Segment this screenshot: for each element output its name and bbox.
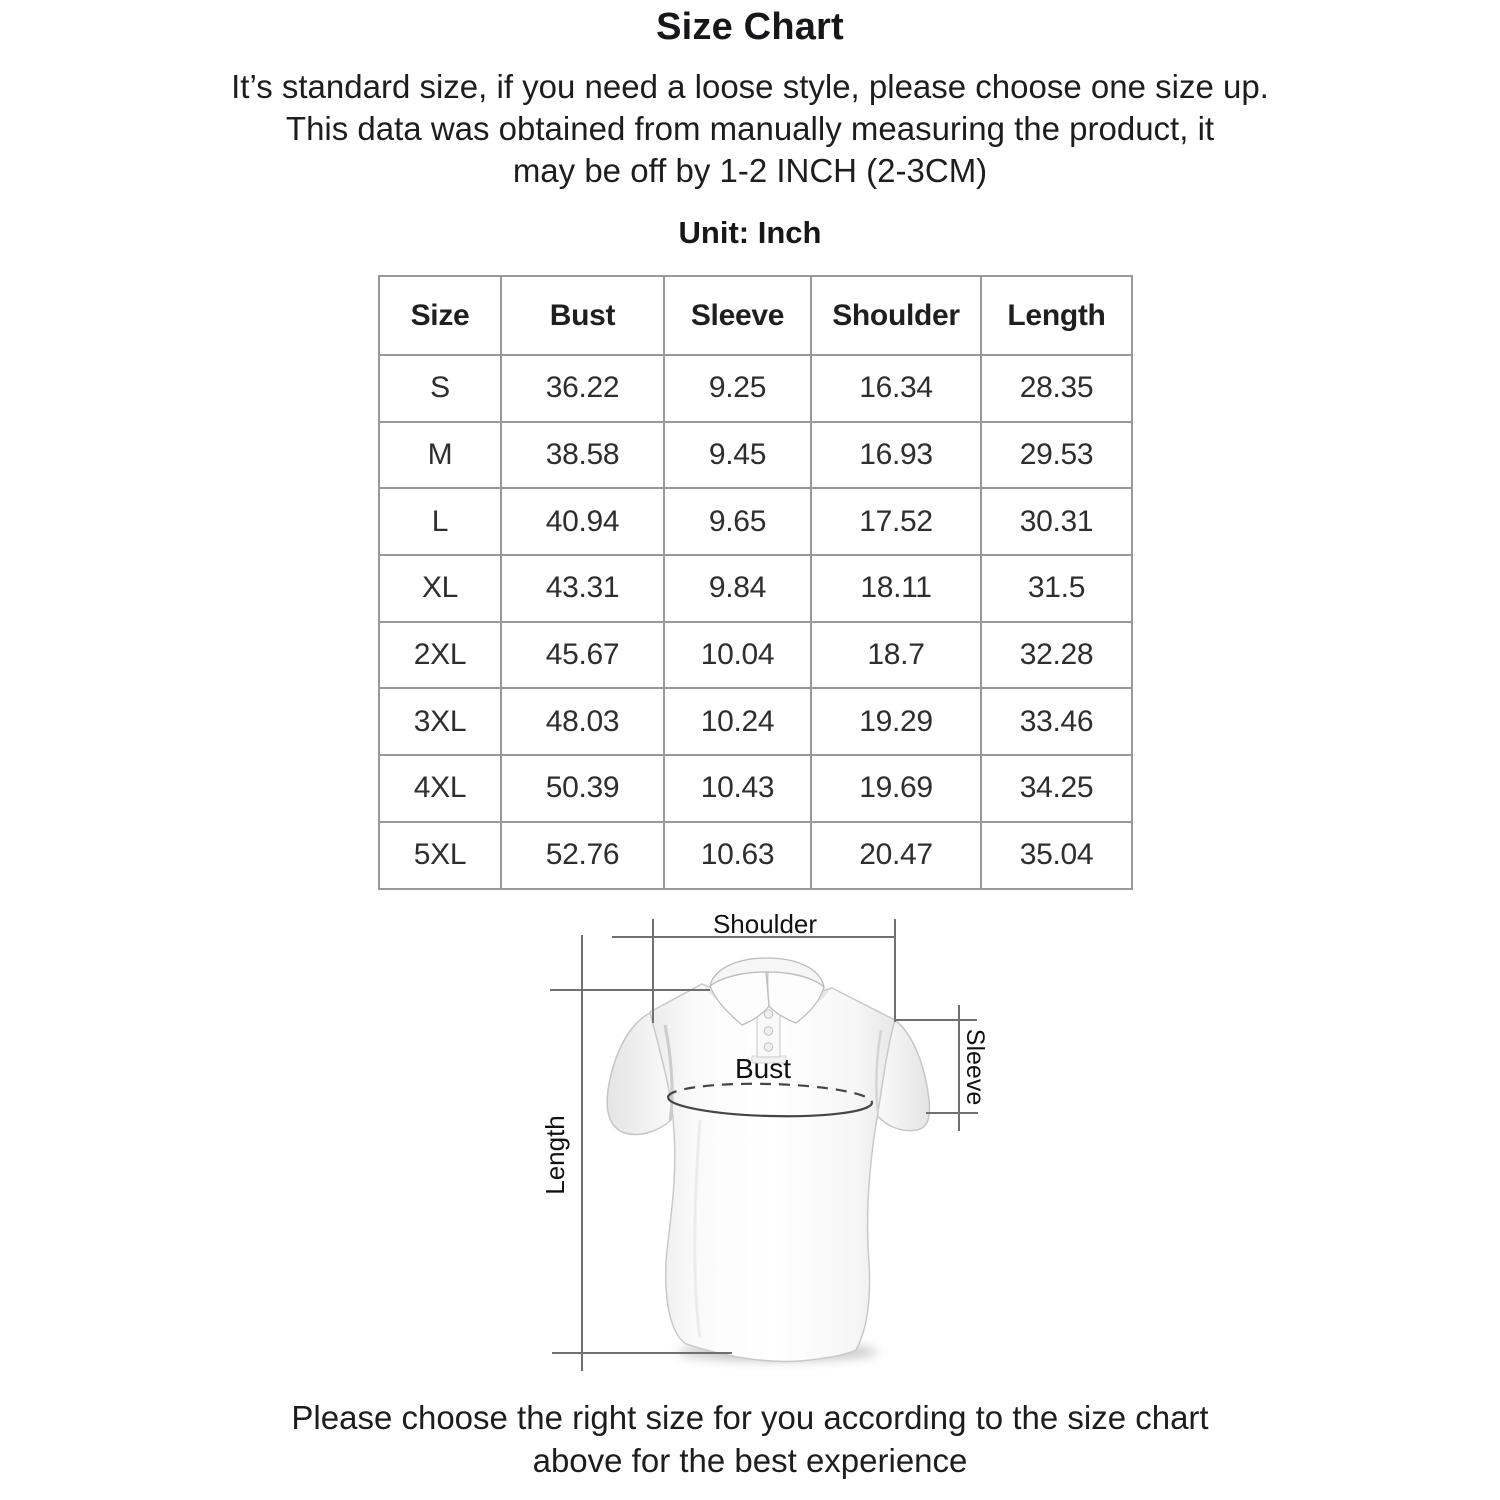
- table-row: [379, 822, 1132, 889]
- table-cell: 17.52: [811, 488, 981, 555]
- shoulder-label: Shoulder: [712, 909, 818, 939]
- table-cell: 31.5: [981, 555, 1132, 622]
- table-cell: 9.65: [664, 488, 811, 555]
- table-cell: 4XL: [379, 755, 501, 822]
- table-cell: 10.63: [664, 822, 811, 889]
- table-cell: 16.34: [811, 355, 981, 422]
- unit-label: Unit: Inch: [678, 215, 822, 250]
- table-cell: 52.76: [501, 822, 664, 889]
- shirt-diagram-svg: [500, 890, 1020, 1390]
- shirt-measurement-diagram: [500, 890, 1020, 1390]
- table-cell: S: [379, 355, 501, 422]
- size-table-body: [379, 355, 1132, 889]
- table-cell: 29.53: [981, 422, 1132, 489]
- size-note-line: This data was obtained from manually measuring the product, it: [285, 110, 1215, 147]
- table-cell: 19.69: [811, 755, 981, 822]
- table-cell: 28.35: [981, 355, 1132, 422]
- table-cell: 19.29: [811, 688, 981, 755]
- table-cell: 18.11: [811, 555, 981, 622]
- table-row: [379, 488, 1132, 555]
- table-cell: 50.39: [501, 755, 664, 822]
- footer-note: [0, 1396, 1500, 1482]
- table-cell: 33.46: [981, 688, 1132, 755]
- footer-note-line: above for the best experience: [532, 1442, 968, 1479]
- table-cell: 30.31: [981, 488, 1132, 555]
- footer-note-line: Please choose the right size for you according to the size chart: [291, 1399, 1209, 1436]
- table-cell: 43.31: [501, 555, 664, 622]
- size-table: [378, 275, 1133, 890]
- table-row: [379, 355, 1132, 422]
- size-note: [0, 66, 1500, 192]
- table-cell: L: [379, 488, 501, 555]
- table-cell: 20.47: [811, 822, 981, 889]
- table-row: [379, 422, 1132, 489]
- table-cell: 5XL: [379, 822, 501, 889]
- shirt-button: [764, 1010, 772, 1018]
- sleeve-label: Sleeve: [961, 1028, 989, 1106]
- table-cell: XL: [379, 555, 501, 622]
- shirt-button: [764, 1043, 772, 1051]
- column-header-length: Length: [981, 276, 1132, 355]
- table-cell: 40.94: [501, 488, 664, 555]
- table-cell: 9.84: [664, 555, 811, 622]
- size-note-line: may be off by 1-2 INCH (2-3CM): [512, 152, 988, 189]
- table-row: [379, 555, 1132, 622]
- table-cell: 35.04: [981, 822, 1132, 889]
- length-label: Length: [540, 1115, 570, 1195]
- column-header-shoulder: Shoulder: [811, 276, 981, 355]
- table-cell: 18.7: [811, 622, 981, 689]
- table-row: [379, 688, 1132, 755]
- size-note-line: It’s standard size, if you need a loose style, please choose one size up.: [231, 68, 1269, 105]
- page-title: Size Chart: [656, 6, 844, 48]
- table-header-row: [379, 276, 1132, 355]
- column-header-sleeve: Sleeve: [664, 276, 811, 355]
- table-cell: 10.24: [664, 688, 811, 755]
- table-row: [379, 755, 1132, 822]
- table-cell: 34.25: [981, 755, 1132, 822]
- column-header-size: Size: [379, 276, 501, 355]
- shirt-button: [764, 1027, 772, 1035]
- bust-label: Bust: [734, 1053, 792, 1084]
- table-cell: 10.04: [664, 622, 811, 689]
- table-cell: 36.22: [501, 355, 664, 422]
- table-cell: 48.03: [501, 688, 664, 755]
- table-cell: 9.25: [664, 355, 811, 422]
- table-cell: 9.45: [664, 422, 811, 489]
- table-row: [379, 622, 1132, 689]
- table-cell: M: [379, 422, 501, 489]
- table-cell: 45.67: [501, 622, 664, 689]
- table-cell: 3XL: [379, 688, 501, 755]
- table-cell: 32.28: [981, 622, 1132, 689]
- table-cell: 16.93: [811, 422, 981, 489]
- table-cell: 38.58: [501, 422, 664, 489]
- table-cell: 10.43: [664, 755, 811, 822]
- column-header-bust: Bust: [501, 276, 664, 355]
- table-cell: 2XL: [379, 622, 501, 689]
- size-table-header: [379, 276, 1132, 355]
